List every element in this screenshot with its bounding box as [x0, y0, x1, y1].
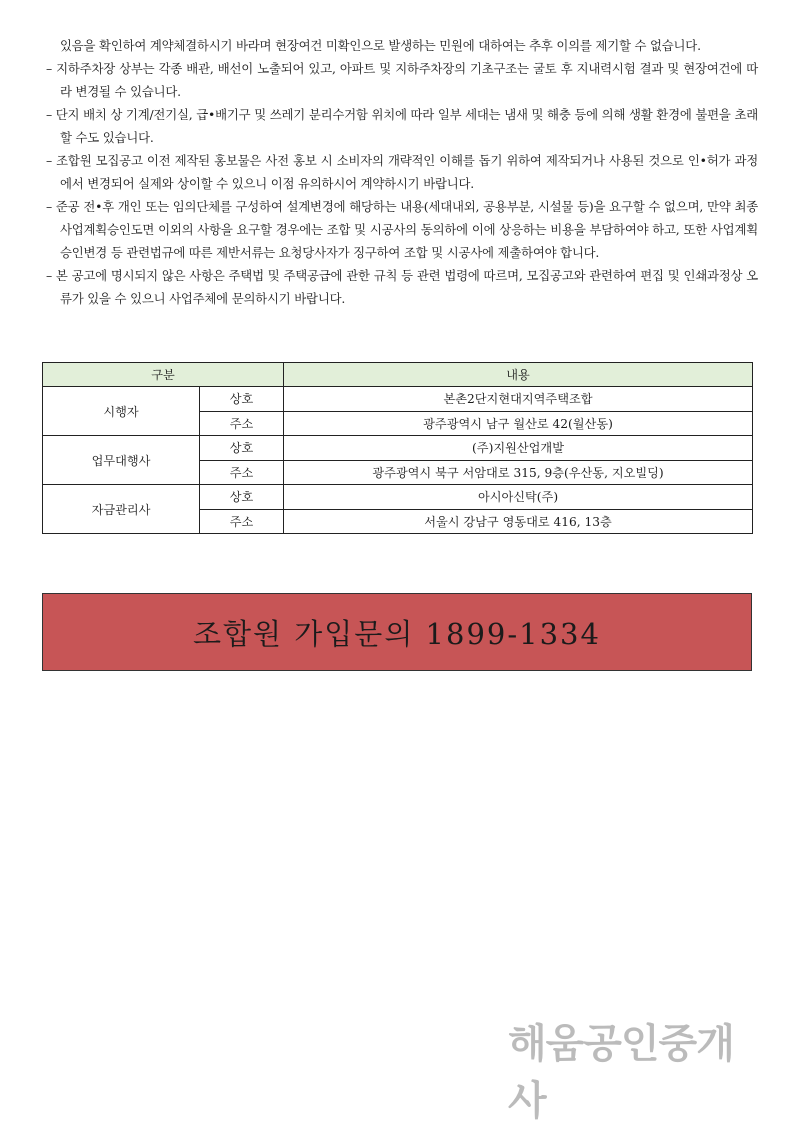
- row-label: 주소: [200, 460, 284, 485]
- notice-item-other: – 본 공고에 명시되지 않은 사항은 주택법 및 주택공급에 관한 규칙 등 관련 법령에 따르며, 모집공고와 관련하여 편집 및 인쇄과정상 오류가 있을 수 있으니 사업주체에 문의하시기 바랍니다.: [46, 268, 758, 306]
- row-value: 광주광역시 북구 서암대로 315, 9층(우산동, 지오빌딩): [284, 460, 753, 485]
- header-content: 내용: [284, 363, 753, 387]
- company-info-table: [42, 362, 753, 534]
- header-category: 구분: [43, 363, 284, 387]
- membership-inquiry-banner: [42, 593, 752, 671]
- group-fund-manager: 자금관리사: [43, 485, 200, 534]
- row-label: 상호: [200, 387, 284, 412]
- notice-item-design-change: – 준공 전•후 개인 또는 임의단체를 구성하여 설계변경에 해당하는 내용(세대내외, 공용부분, 시설물 등)을 요구할 수 없으며, 만약 최종사업계획승인도면 이외의 사항을 요구할 경우에는 조합 및 시공사의 동의하에 이에 상응하는 비용을 부담하여야 하고, 또한 사업계획승인변경 등 관련법규에 따른 제반서류는 요청당사자가 징구하여 조합 및 시공사에 제출하여야 합니다.: [46, 199, 758, 260]
- row-value: 본촌2단지현대지역주택조합: [284, 387, 753, 412]
- row-label: 주소: [200, 411, 284, 436]
- notice-item-promo: – 조합원 모집공고 이전 제작된 홍보물은 사전 홍보 시 소비자의 개략적인 이해를 돕기 위하여 제작되거나 사용된 것으로 인•허가 과정에서 변경되어 실제와 상이할 수 있으니 이점 유의하시어 계약하시기 바랍니다.: [46, 153, 758, 191]
- row-label: 상호: [200, 436, 284, 461]
- table-row: [43, 485, 753, 510]
- watermark: 해움공인중개사: [508, 1021, 734, 1124]
- group-developer: 시행자: [43, 387, 200, 436]
- table-row: [43, 387, 753, 412]
- notice-continuation: 있음을 확인하여 계약체결하시기 바라며 현장여건 미확인으로 발생하는 민원에 대하여는 추후 이의를 제기할 수 없습니다.: [60, 38, 701, 53]
- notice-section: [46, 34, 758, 310]
- table-header-row: [43, 363, 753, 387]
- row-label: 상호: [200, 485, 284, 510]
- row-label: 주소: [200, 509, 284, 534]
- group-agency: 업무대행사: [43, 436, 200, 485]
- notice-item-basement: – 지하주차장 상부는 각종 배관, 배선이 노출되어 있고, 아파트 및 지하주차장의 기초구조는 굴토 후 지내력시험 결과 및 현장여건에 따라 변경될 수 있습니다.: [46, 61, 758, 99]
- row-value: 아시아신탁(주): [284, 485, 753, 510]
- table-row: [43, 436, 753, 461]
- row-value: (주)지원산업개발: [284, 436, 753, 461]
- row-value: 서울시 강남구 영동대로 416, 13층: [284, 509, 753, 534]
- row-value: 광주광역시 남구 월산로 42(월산동): [284, 411, 753, 436]
- banner-text: 조합원 가입문의 1899-1334: [193, 616, 601, 651]
- notice-item-layout: – 단지 배치 상 기계/전기실, 급•배기구 및 쓰레기 분리수거함 위치에 따라 일부 세대는 냄새 및 해충 등에 의해 생활 환경에 불편을 초래할 수도 있습니다.: [46, 107, 758, 145]
